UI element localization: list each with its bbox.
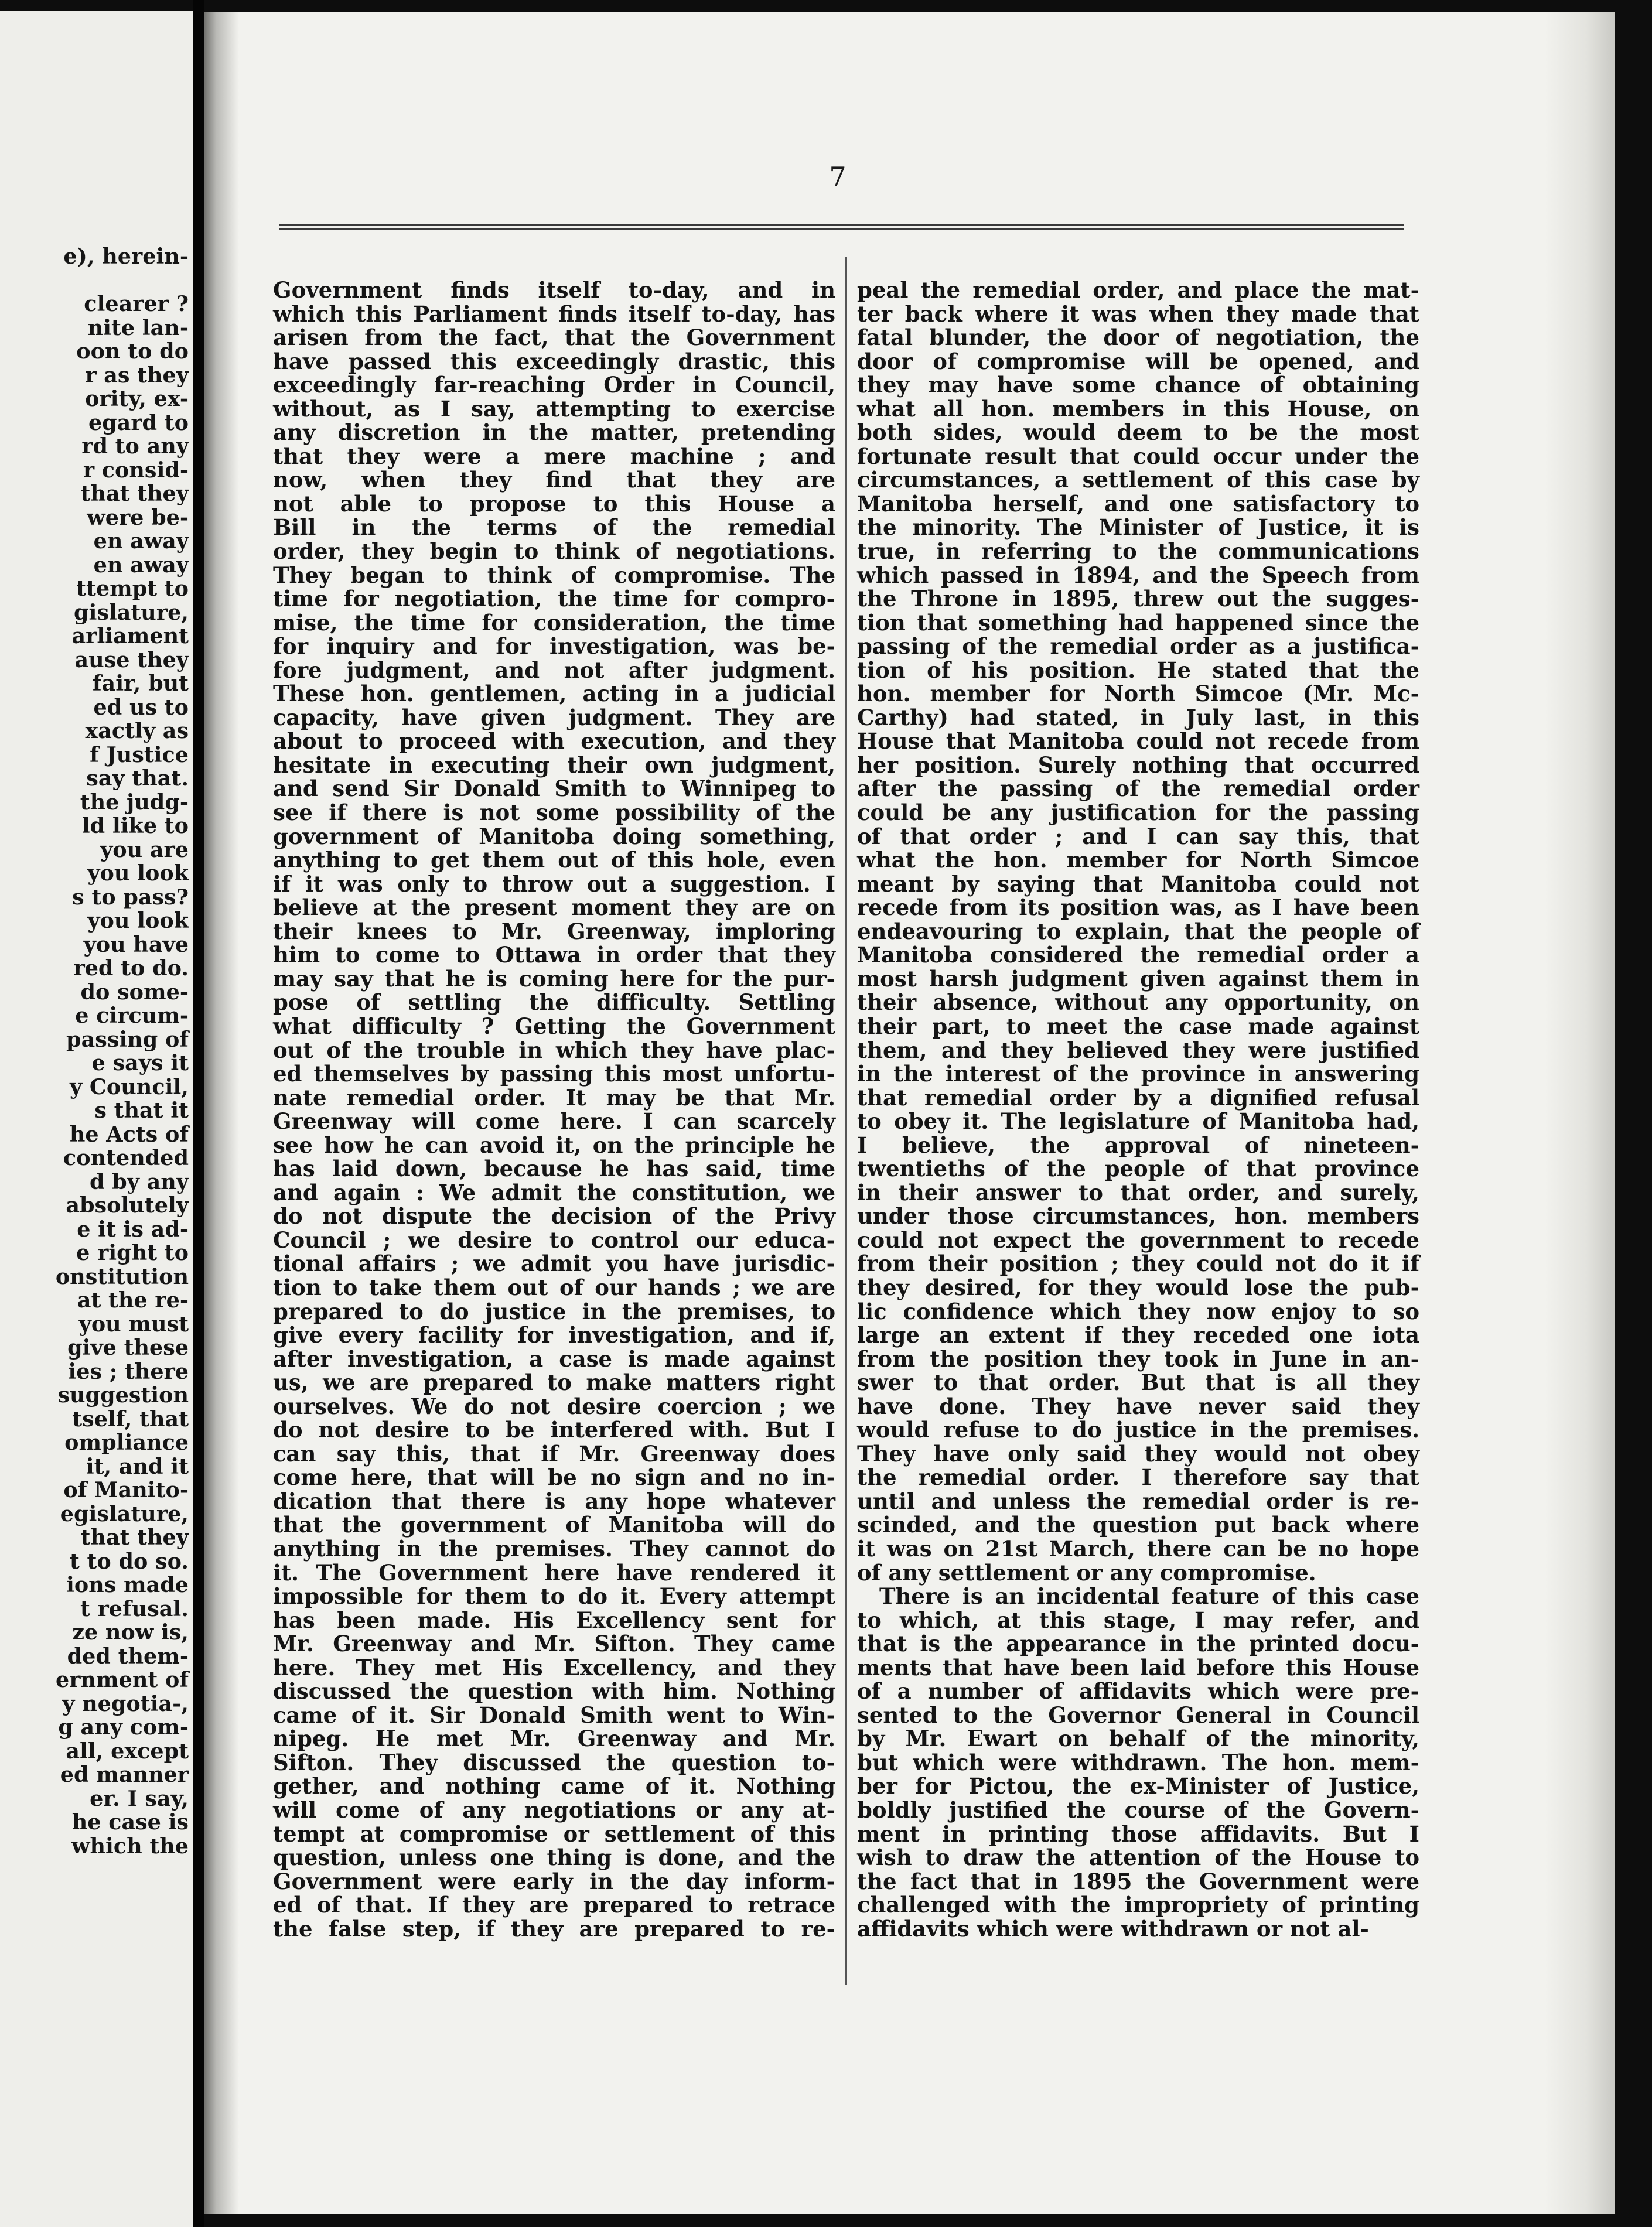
right-page [204, 12, 1615, 2214]
text-line: to obey it. The legislature of Manitoba had, [857, 1108, 1419, 1135]
left-page-line: tself, that [72, 1406, 189, 1432]
text-line: see if there is not some possibility of the [273, 800, 835, 826]
text-line: peal the remedial order, and place the mat- [857, 277, 1419, 303]
text-line: tion to take them out of our hands ; we are [273, 1274, 835, 1300]
text-line: her position. Surely nothing that occurred [857, 752, 1419, 778]
left-page-line: en away [93, 552, 189, 578]
text-line: I believe, the approval of nineteen- [857, 1132, 1419, 1158]
text-line: it was on 21st March, there can be no hope [857, 1535, 1419, 1562]
text-line: hon. member for North Simcoe (Mr. Mc- [857, 681, 1419, 707]
text-line: large an extent if they receded one iota [857, 1322, 1419, 1348]
left-page-line: that they [80, 1525, 189, 1550]
left-page-line: fair, but [92, 671, 189, 696]
text-line: pose of settling the difficulty. Settling [273, 989, 835, 1016]
left-page-line: ld like to [81, 813, 189, 838]
text-line: gether, and nothing came of it. Nothing [273, 1773, 835, 1799]
left-page-line: give these [67, 1335, 189, 1360]
text-line: the false step, if they are prepared to re- [273, 1915, 835, 1942]
text-line: by Mr. Ewart on behalf of the minority, [857, 1726, 1419, 1752]
text-line: door of compromise will be opened, and [857, 348, 1419, 374]
left-page-line: ed us to [93, 694, 189, 720]
text-line: They have only said they would not obey [857, 1440, 1419, 1467]
text-line: after investigation, a case is made against [273, 1345, 835, 1372]
text-line: wish to draw the attention of the House to [857, 1845, 1419, 1871]
text-line: it. The Government here have rendered it [273, 1559, 835, 1586]
text-line: fatal blunder, the door of negotiation, the [857, 325, 1419, 351]
page-number: 7 [829, 161, 847, 193]
left-page-line: er. I say, [90, 1785, 189, 1811]
left-page-line: of Manito- [63, 1477, 189, 1502]
binding-shadow [204, 12, 239, 2214]
text-line: out of the trouble in which they have plac- [273, 1037, 835, 1063]
text-line: not able to propose to this House a [273, 490, 835, 517]
text-line: that remedial order by a dignified refusal [857, 1084, 1419, 1111]
text-line: give every facility for investigation, and if, [273, 1322, 835, 1348]
text-line: him to come to Ottawa in order that they [273, 942, 835, 968]
text-line: fortunate result that could occur under the [857, 443, 1419, 469]
text-line: capacity, have given judgment. They are [273, 704, 835, 730]
left-page-line: nite lan- [87, 315, 189, 340]
text-line: hesitate in executing their own judgment, [273, 752, 835, 778]
left-page-line: en away [93, 528, 189, 554]
text-line: tempt at compromise or settlement of this [273, 1820, 835, 1847]
left-page-line: ze now is, [72, 1620, 189, 1645]
text-line: ed themselves by passing this most unfortu- [273, 1061, 835, 1087]
left-page-line: red to do. [73, 955, 189, 981]
text-line: has been made. His Excellency sent for [273, 1607, 835, 1633]
text-line: what difficulty ? Getting the Government [273, 1013, 835, 1039]
text-line: believe at the present moment they are on [273, 894, 835, 921]
left-page-line: s that it [94, 1098, 189, 1123]
text-line: ed of that. If they are prepared to retrace [273, 1892, 835, 1918]
text-line: There is an incidental feature of this case [879, 1583, 1419, 1610]
text-line: Carthy) had stated, in July last, in this [857, 704, 1419, 730]
text-column-left [273, 278, 835, 1941]
left-page-line: ority, ex- [85, 386, 189, 411]
text-line: meant by saying that Manitoba could not [857, 870, 1419, 897]
left-page-line: t to do so. [69, 1548, 189, 1574]
text-line: nate remedial order. It may be that Mr. [273, 1084, 835, 1111]
left-page-text [0, 245, 189, 1858]
left-page-line: he Acts of [69, 1121, 189, 1147]
left-page-line: ions made [66, 1572, 189, 1597]
text-line: now, when they find that they are [273, 467, 835, 493]
left-page-line: y negotia-, [62, 1690, 189, 1716]
left-page-line: t refusal. [80, 1596, 189, 1621]
left-page-line: ompliance [64, 1430, 189, 1455]
text-line: discussed the question with him. Nothing [273, 1678, 835, 1705]
text-line: of any settlement or any compromise. [857, 1559, 1316, 1586]
left-page-line: say that. [86, 766, 189, 791]
text-line: that the government of Manitoba will do [273, 1512, 835, 1538]
text-line: ments that have been laid before this House [857, 1654, 1419, 1681]
text-line: what all hon. members in this House, on [857, 395, 1419, 422]
text-line: government of Manitoba doing something, [273, 823, 835, 849]
left-page-line: oon to do [76, 339, 189, 364]
text-line: arisen from the fact, that the Government [273, 325, 835, 351]
left-page-line: contended [63, 1145, 189, 1170]
text-line: Council ; we desire to control our educa- [273, 1227, 835, 1253]
text-line: ter back where it was when they made that [857, 300, 1419, 327]
left-page-line: you are [100, 836, 189, 862]
text-line: ourselves. We do not desire coercion ; we [273, 1393, 835, 1419]
text-line: if it was only to throw out a suggestion. I [273, 870, 835, 897]
text-line: any discretion in the matter, pretending [273, 419, 835, 446]
left-page-fragment [0, 11, 193, 2227]
text-line: most harsh judgment given against them in [857, 965, 1419, 992]
text-line: from their position ; they could not do it if [857, 1251, 1419, 1277]
text-line: of that order ; and I can say this, that [857, 823, 1419, 849]
text-line: can say this, that if Mr. Greenway does [273, 1440, 835, 1467]
text-line: them, and they believed they were justified [857, 1037, 1419, 1063]
left-page-line: d by any [89, 1169, 189, 1194]
left-page-line: e), herein- [63, 244, 189, 269]
text-line: what the hon. member for North Simcoe [857, 847, 1419, 873]
left-page-line: absolutely [66, 1193, 189, 1218]
text-line: would refuse to do justice in the premises. [857, 1417, 1419, 1443]
text-line: circumstances, a settlement of this case by [857, 467, 1419, 493]
text-line: boldly justified the course of the Govern- [857, 1797, 1419, 1823]
header-rule [279, 224, 1404, 230]
text-line: time for negotiation, the time for compro- [273, 586, 835, 612]
text-line: tional affairs ; we admit you have jurisdic- [273, 1251, 835, 1277]
left-page-line: you have [83, 931, 189, 957]
text-line: These hon. gentlemen, acting in a judicial [273, 681, 835, 707]
left-page-line: passing of [66, 1026, 189, 1052]
text-line: that is the appearance in the printed docu- [857, 1631, 1419, 1657]
left-page-line: e circum- [75, 1003, 189, 1028]
text-line: House that Manitoba could not recede from [857, 728, 1419, 754]
text-column-right [857, 278, 1419, 1941]
left-page-line: onstitution [55, 1263, 189, 1289]
left-page-line: egislature, [60, 1501, 189, 1526]
left-page-line: ed manner [60, 1762, 189, 1787]
column-divider [845, 257, 847, 1985]
left-page-line: that they [80, 481, 189, 506]
text-line: their part, to meet the case made against [857, 1013, 1419, 1039]
left-page-line: clearer ? [84, 291, 189, 316]
text-line: Greenway will come here. I can scarcely [273, 1108, 835, 1135]
left-page-line: ttempt to [76, 576, 189, 601]
left-page-line: xactly as [85, 718, 189, 743]
text-line: but which were withdrawn. The hon. mem- [857, 1749, 1419, 1775]
left-page-line: y Council, [69, 1074, 189, 1099]
text-line: after the passing of the remedial order [857, 776, 1419, 802]
text-line: their absence, without any opportunity, on [857, 989, 1419, 1016]
left-page-line [0, 269, 189, 293]
left-page-line: e it is ad- [77, 1216, 189, 1242]
text-line: have passed this exceedingly drastic, this [273, 348, 835, 374]
text-line: twentieths of the people of that province [857, 1156, 1419, 1182]
page-edge-shadow [1544, 12, 1615, 2214]
text-line: may say that he is coming here for the pur- [273, 965, 835, 992]
left-page-line: he case is [71, 1809, 189, 1835]
text-line: Sifton. They discussed the question to- [273, 1749, 835, 1775]
left-page-line: all, except [66, 1738, 189, 1764]
left-page-line: do some- [80, 979, 189, 1005]
text-line: about to proceed with execution, and they [273, 728, 835, 754]
left-page-line: s to pass? [72, 884, 189, 910]
left-page-line: gislature, [73, 599, 189, 625]
text-line: anything to get them out of this hole, even [273, 847, 835, 873]
text-line: the Throne in 1895, threw out the sugges- [857, 586, 1419, 612]
text-line: in their answer to that order, and surely, [857, 1179, 1419, 1205]
text-line: have done. They have never said they [857, 1393, 1419, 1419]
text-line: do not dispute the decision of the Privy [273, 1203, 835, 1229]
text-line: which passed in 1894, and the Speech from [857, 562, 1419, 588]
text-line: and again : We admit the constitution, we [273, 1179, 835, 1205]
text-line: to which, at this stage, I may refer, and [857, 1607, 1419, 1633]
left-page-line: ded them- [67, 1643, 189, 1669]
text-line: will come of any negotiations or any at- [273, 1797, 835, 1823]
left-page-line: which the [71, 1833, 189, 1859]
text-line: dication that there is any hope whatever [273, 1488, 835, 1514]
left-page-line: the judg- [80, 789, 189, 815]
left-page-line: at the re- [77, 1287, 189, 1313]
text-line: their knees to Mr. Greenway, imploring [273, 918, 835, 944]
text-line: Mr. Greenway and Mr. Sifton. They came [273, 1631, 835, 1657]
left-page-line: e right to [76, 1240, 189, 1265]
book-gutter [193, 0, 204, 2227]
left-page-line: f Justice [90, 742, 189, 767]
text-line: us, we are prepared to make matters right [273, 1369, 835, 1396]
text-line: anything in the premises. They cannot do [273, 1535, 835, 1562]
text-line: that they were a mere machine ; and [273, 443, 835, 469]
text-line: lic confidence which they now enjoy to so [857, 1298, 1419, 1324]
text-line: true, in referring to the communications [857, 538, 1419, 565]
text-line: recede from its position was, as I have been [857, 894, 1419, 921]
left-page-line: ernment of [56, 1667, 189, 1692]
text-line: came of it. Sir Donald Smith went to Win- [273, 1702, 835, 1728]
text-line: here. They met His Excellency, and they [273, 1654, 835, 1681]
text-line: tion that something had happened since the [857, 609, 1419, 636]
text-line: order, they begin to think of negotiations. [273, 538, 835, 565]
left-page-line: you look [87, 908, 189, 933]
text-line: fore judgment, and not after judgment. [273, 657, 835, 683]
text-line: Manitoba considered the remedial order a [857, 942, 1419, 968]
text-line: do not desire to be interfered with. But I [273, 1417, 835, 1443]
text-line: the fact that in 1895 the Government were [857, 1868, 1419, 1894]
text-line: of a number of affidavits which were pre- [857, 1678, 1419, 1705]
text-line: come here, that will be no sign and no in- [273, 1464, 835, 1491]
text-line: impossible for them to do it. Every attempt [273, 1583, 835, 1610]
text-line: under those circumstances, hon. members [857, 1203, 1419, 1229]
left-page-line: suggestion [57, 1382, 189, 1408]
left-page-line: it, and it [86, 1453, 189, 1479]
left-page-line: r consid- [83, 457, 189, 483]
text-line: swer to that order. But that is all they [857, 1369, 1419, 1396]
text-line: Government were early in the day inform- [273, 1868, 835, 1894]
text-line: the minority. The Minister of Justice, it is [857, 514, 1419, 541]
left-page-line: were be- [87, 504, 189, 530]
text-line: scinded, and the question put back where [857, 1512, 1419, 1538]
text-line: and send Sir Donald Smith to Winnipeg to [273, 776, 835, 802]
text-line: Manitoba herself, and one satisfactory to [857, 490, 1419, 517]
text-line: ment in printing those affidavits. But I [857, 1820, 1419, 1847]
text-line: has laid down, because he has said, time [273, 1156, 835, 1182]
text-line: They began to think of compromise. The [273, 562, 835, 588]
text-line: Bill in the terms of the remedial [273, 514, 835, 541]
left-page-line: r as they [85, 362, 189, 388]
text-line: question, unless one thing is done, and the [273, 1845, 835, 1871]
left-page-line: ause they [74, 647, 189, 672]
left-page-line: rd to any [81, 433, 189, 459]
text-line: from the position they took in June in an- [857, 1345, 1419, 1372]
text-line: see how he can avoid it, on the principle he [273, 1132, 835, 1158]
text-line: they desired, for they would lose the pub- [857, 1274, 1419, 1300]
text-line: they may have some chance of obtaining [857, 372, 1419, 398]
text-line: sented to the Governor General in Council [857, 1702, 1419, 1728]
left-page-line: e says it [91, 1050, 189, 1075]
text-line: in the interest of the province in answering [857, 1061, 1419, 1087]
text-line: passing of the remedial order as a justifica- [857, 633, 1419, 660]
text-line: for inquiry and for investigation, was be- [273, 633, 835, 660]
left-page-line: you must [78, 1311, 189, 1337]
text-line: until and unless the remedial order is re- [857, 1488, 1419, 1514]
text-line: mise, the time for consideration, the time [273, 609, 835, 636]
text-line: ber for Pictou, the ex-Minister of Justice, [857, 1773, 1419, 1799]
text-line: affidavits which were withdrawn or not al- [857, 1915, 1369, 1942]
left-page-line: ies ; there [68, 1358, 189, 1384]
text-line: nipeg. He met Mr. Greenway and Mr. [273, 1726, 835, 1752]
left-page-line: you look [87, 860, 189, 886]
text-line: endeavouring to explain, that the people of [857, 918, 1419, 944]
text-line: challenged with the impropriety of printing [857, 1892, 1419, 1918]
text-line: prepared to do justice in the premises, to [273, 1298, 835, 1324]
left-page-line: g any com- [58, 1714, 189, 1740]
left-page-line: egard to [88, 409, 189, 435]
left-page-line: arliament [71, 623, 189, 648]
text-line: without, as I say, attempting to exercise [273, 395, 835, 422]
text-line: the remedial order. I therefore say that [857, 1464, 1419, 1491]
text-line: both sides, would deem to be the most [857, 419, 1419, 446]
text-line: could not expect the government to recede [857, 1227, 1419, 1253]
text-line: which this Parliament finds itself to-day, has [273, 300, 835, 327]
text-line: exceedingly far-reaching Order in Council, [273, 372, 835, 398]
text-line: tion of his position. He stated that the [857, 657, 1419, 683]
text-line: Government finds itself to-day, and in [273, 277, 835, 303]
text-line: could be any justification for the passing [857, 800, 1419, 826]
